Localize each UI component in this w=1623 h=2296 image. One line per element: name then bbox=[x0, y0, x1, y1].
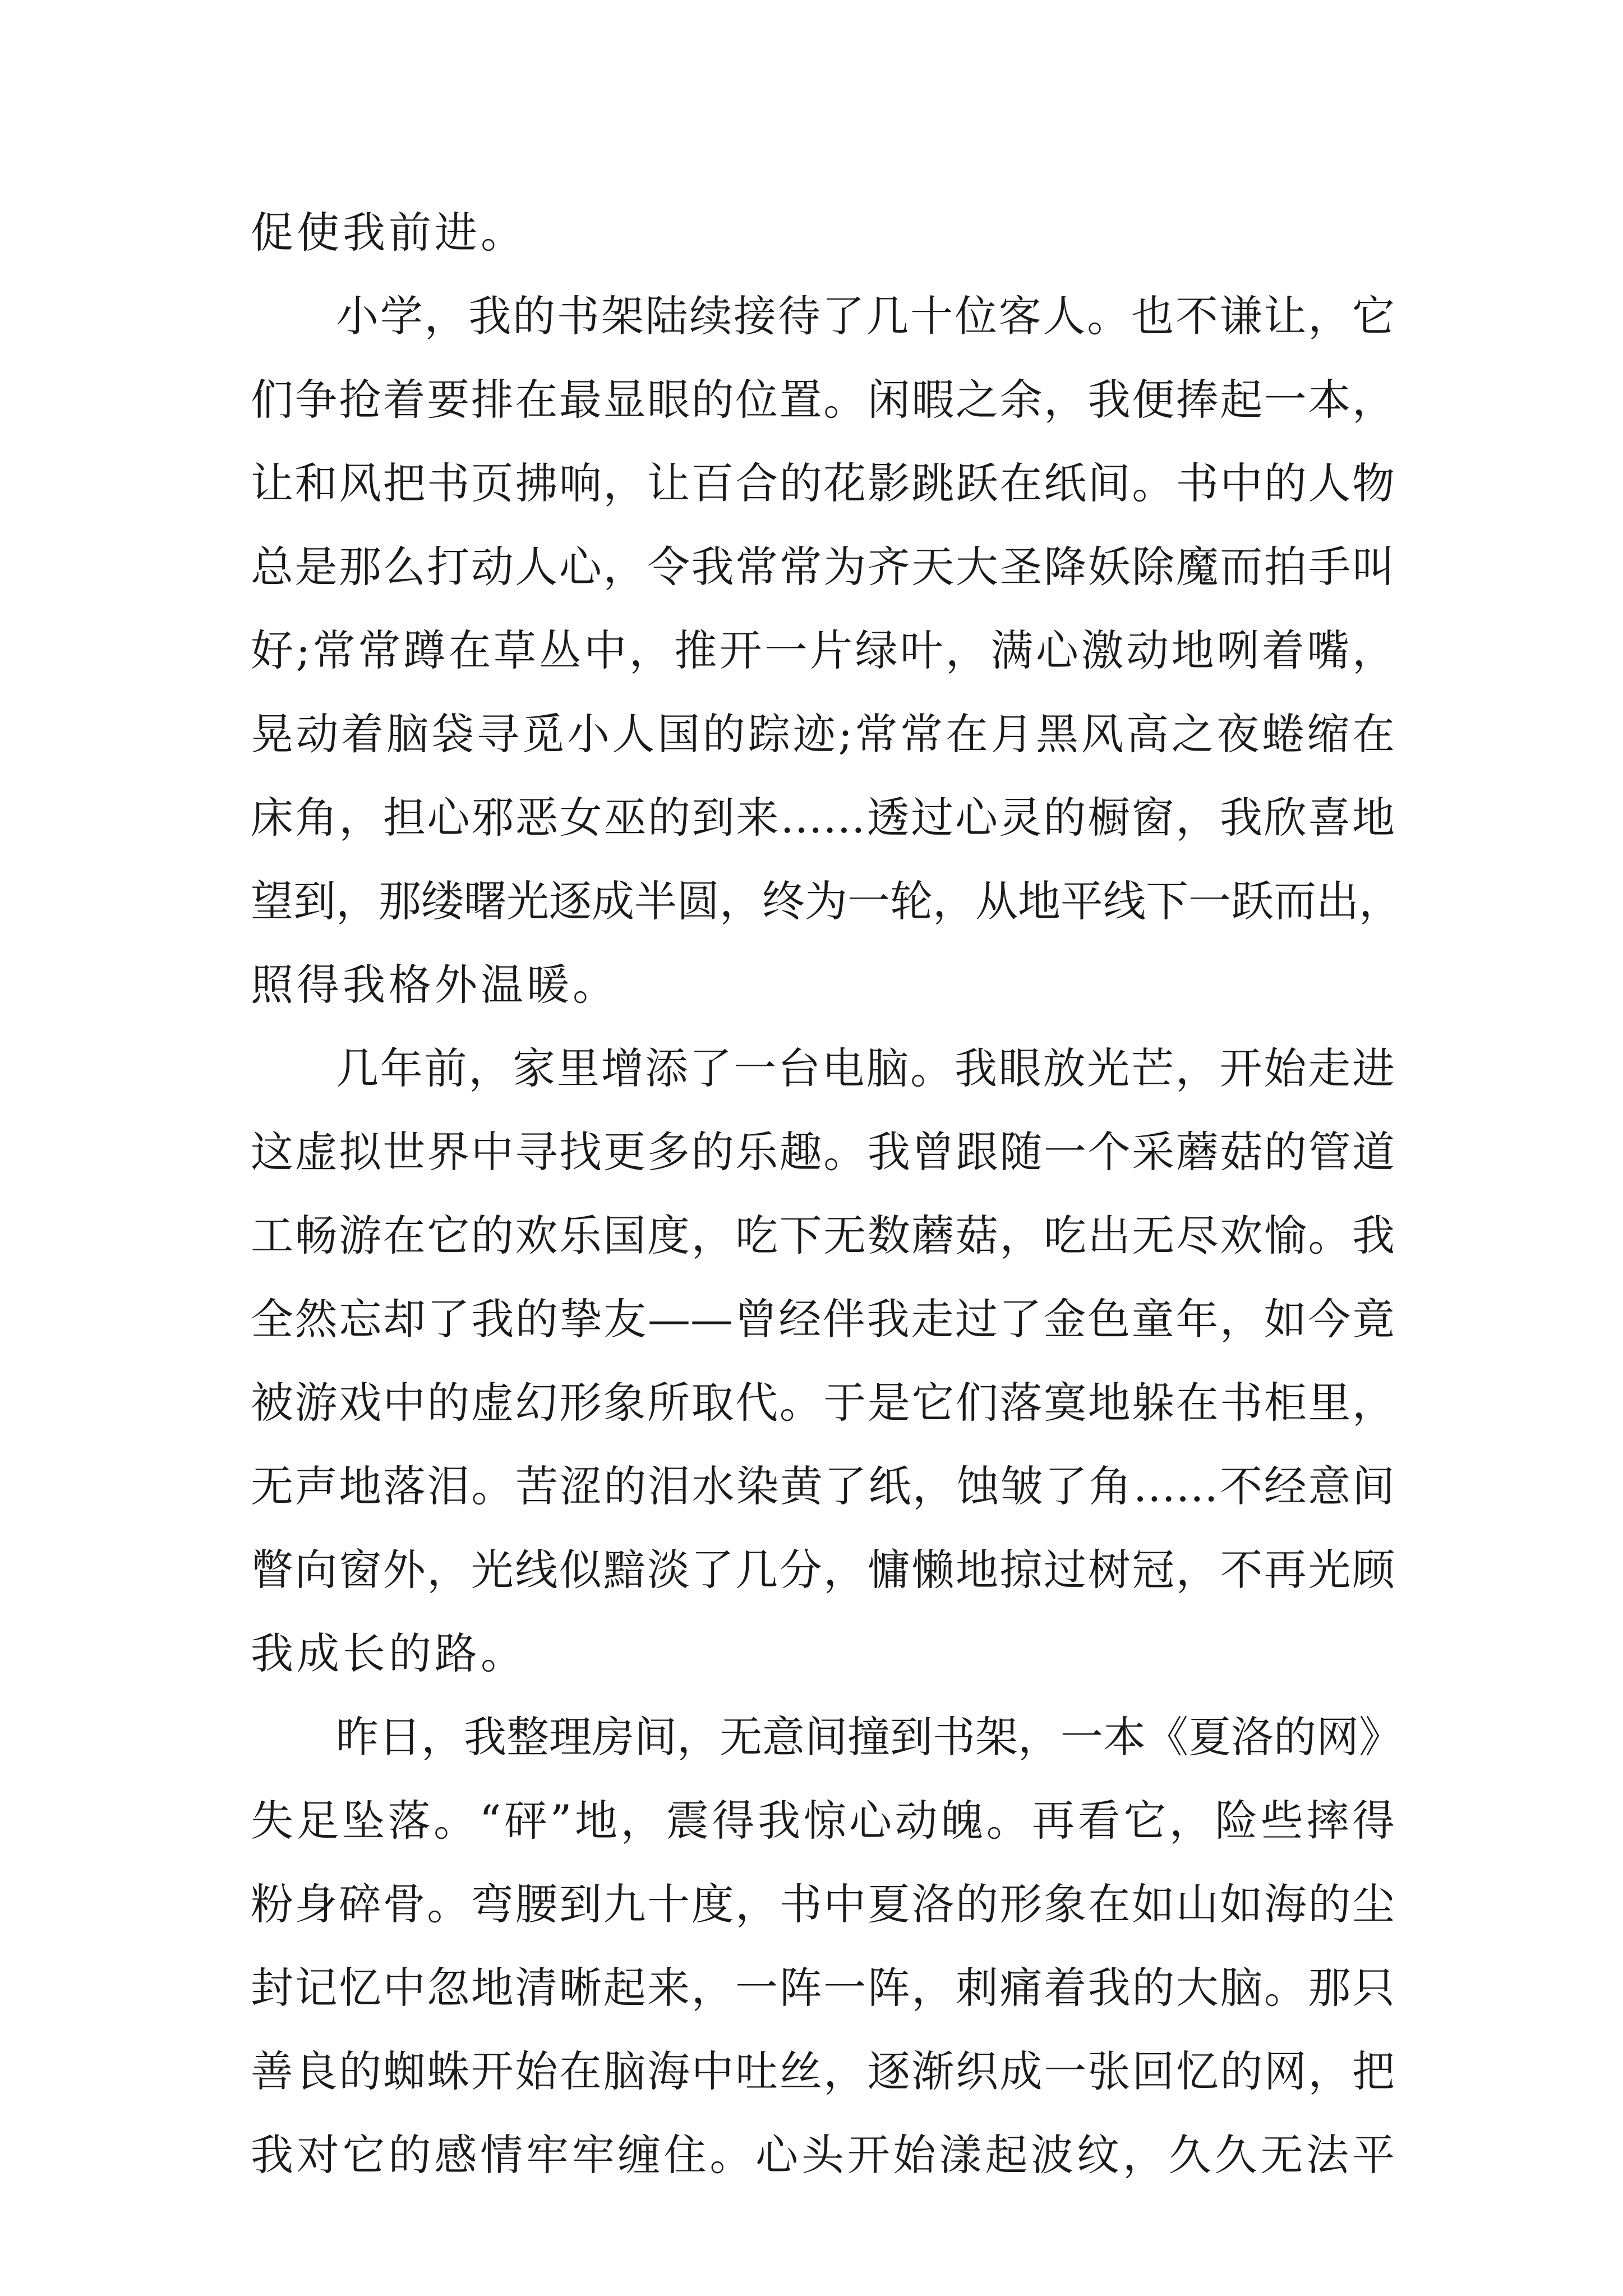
text-line: 善良的蜘蛛开始在脑海中吐丝，逐渐织成一张回忆的网，把 bbox=[251, 2046, 1395, 2096]
text-line: 促使我前进。 bbox=[251, 208, 527, 257]
text-line: 好;常常蹲在草丛中，推开一片绿叶，满心激动地咧着嘴， bbox=[251, 625, 1395, 675]
text-line: 床角，担心邪恶女巫的到来……透过心灵的橱窗，我欣喜地 bbox=[251, 793, 1395, 843]
paragraph-first-line: 昨日，我整理房间，无意间撞到书架，一本《夏洛的网》 bbox=[336, 1712, 1401, 1762]
text-line: 封记忆中忽地清晰起来，一阵一阵，刺痛着我的大脑。那只 bbox=[251, 1963, 1395, 2013]
text-line: 粉身碎骨。弯腰到九十度，书中夏洛的形象在如山如海的尘 bbox=[251, 1879, 1395, 1929]
paragraph-first-line: 几年前，家里增添了一台电脑。我眼放光芒，开始走进 bbox=[336, 1043, 1395, 1093]
text-line: 这虚拟世界中寻找更多的乐趣。我曾跟随一个采蘑菇的管道 bbox=[251, 1127, 1395, 1177]
text-line: 总是那么打动人心，令我常常为齐天大圣降妖除魔而拍手叫 bbox=[251, 542, 1395, 592]
text-line: 晃动着脑袋寻觅小人国的踪迹;常常在月黑风高之夜蜷缩在 bbox=[251, 709, 1395, 759]
text-line: 无声地落泪。苦涩的泪水染黄了纸，蚀皱了角……不经意间 bbox=[251, 1461, 1395, 1511]
text-line: 望到，那缕曙光逐成半圆，终为一轮，从地平线下一跃而出， bbox=[251, 876, 1401, 926]
essay-text bbox=[251, 191, 1401, 2197]
text-line: 我成长的路。 bbox=[251, 1628, 527, 1678]
text-line: 照得我格外温暖。 bbox=[251, 960, 619, 1010]
text-line: 我对它的感情牢牢缠住。心头开始漾起波纹，久久无法平 bbox=[251, 2130, 1395, 2180]
text-line: 被游戏中的虚幻形象所取代。于是它们落寞地躲在书柜里， bbox=[251, 1378, 1395, 1428]
text-line: 让和风把书页拂响，让百合的花影跳跃在纸间。书中的人物 bbox=[251, 458, 1395, 508]
text-line: 全然忘却了我的挚友——曾经伴我走过了金色童年，如今竟 bbox=[251, 1294, 1395, 1344]
text-line: 们争抢着要排在最显眼的位置。闲暇之余，我便捧起一本， bbox=[251, 375, 1395, 425]
text-line: 瞥向窗外，光线似黯淡了几分，慵懒地掠过树冠，不再光顾 bbox=[251, 1545, 1395, 1595]
text-line: 失足坠落。“砰”地，震得我惊心动魄。再看它，险些摔得 bbox=[251, 1796, 1395, 1846]
text-line: 工畅游在它的欢乐国度，吃下无数蘑菇，吃出无尽欢愉。我 bbox=[251, 1211, 1395, 1260]
paragraph-first-line: 小学，我的书架陆续接待了几十位客人。也不谦让，它 bbox=[336, 291, 1395, 341]
